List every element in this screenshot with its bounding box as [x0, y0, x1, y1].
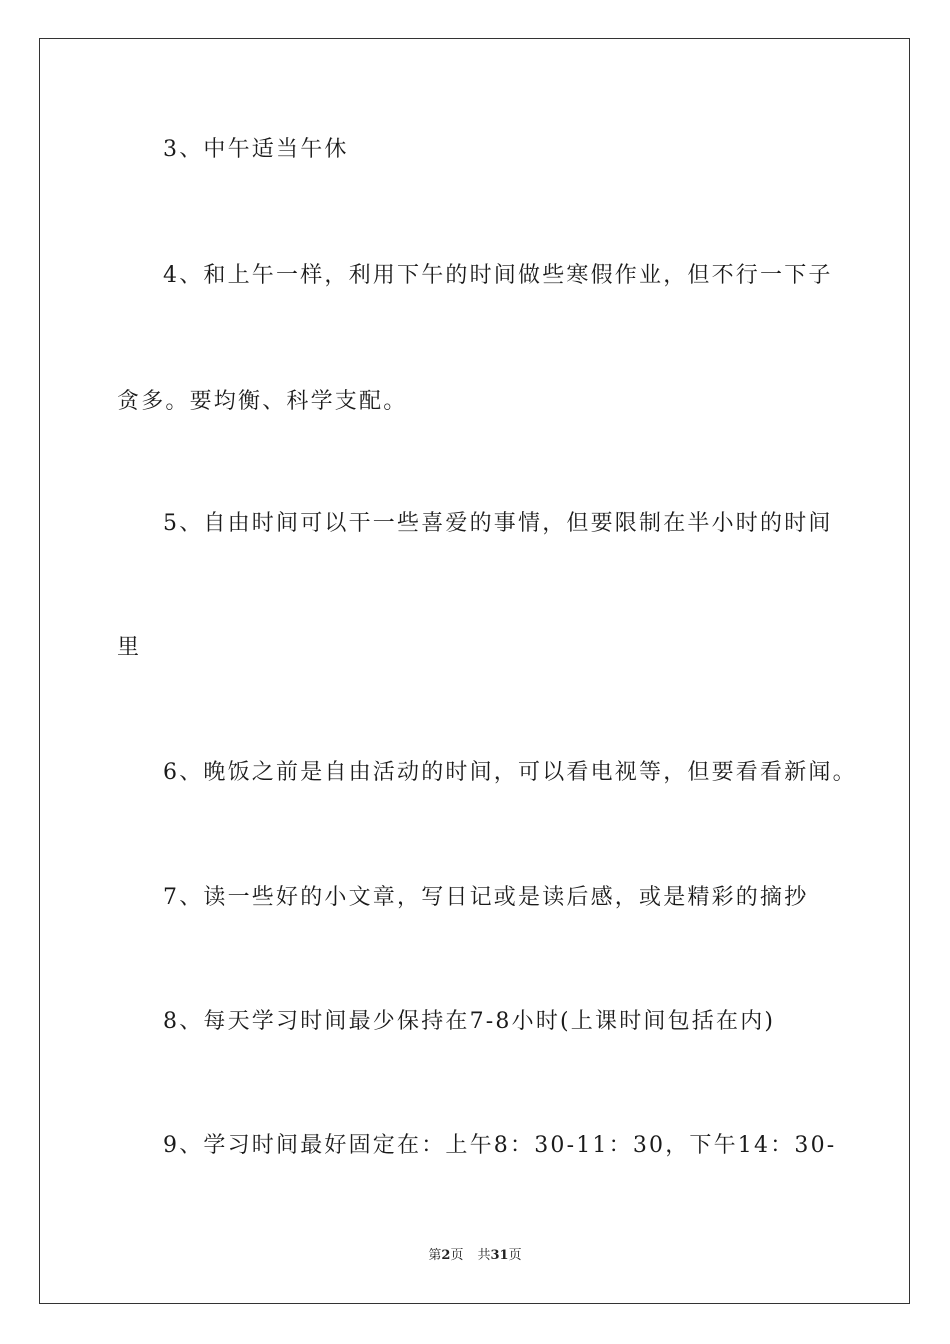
footer-page-total: 31 — [490, 1248, 509, 1263]
page-footer — [0, 1247, 950, 1265]
footer-page-mid: 页 — [450, 1248, 464, 1263]
text-line-9: 9、学习时间最好固定在：上午8：30-11：30，下午14：30- — [163, 1133, 837, 1158]
text-line-6: 6、晚饭之前是自由活动的时间，可以看电视等，但要看看新闻。 — [163, 760, 857, 785]
text-line-8: 8、每天学习时间最少保持在7-8小时(上课时间包括在内) — [163, 1009, 776, 1034]
text-line-1: 3、中午适当午休 — [163, 137, 349, 162]
footer-page-prefix: 第 — [428, 1248, 442, 1263]
text-line-7: 7、读一些好的小文章，写日记或是读后感，或是精彩的摘抄 — [163, 885, 809, 910]
page-border — [39, 38, 910, 1304]
text-line-5: 里 — [117, 635, 142, 660]
text-line-3: 贪多。要均衡、科学支配。 — [117, 389, 408, 414]
footer-total-suffix: 页 — [508, 1248, 522, 1263]
footer-page-current: 2 — [441, 1248, 451, 1263]
text-line-4: 5、自由时间可以干一些喜爱的事情，但要限制在半小时的时间 — [163, 511, 833, 536]
text-line-2: 4、和上午一样，利用下午的时间做些寒假作业，但不行一下子 — [163, 263, 833, 288]
footer-total-prefix: 共 — [477, 1248, 491, 1263]
